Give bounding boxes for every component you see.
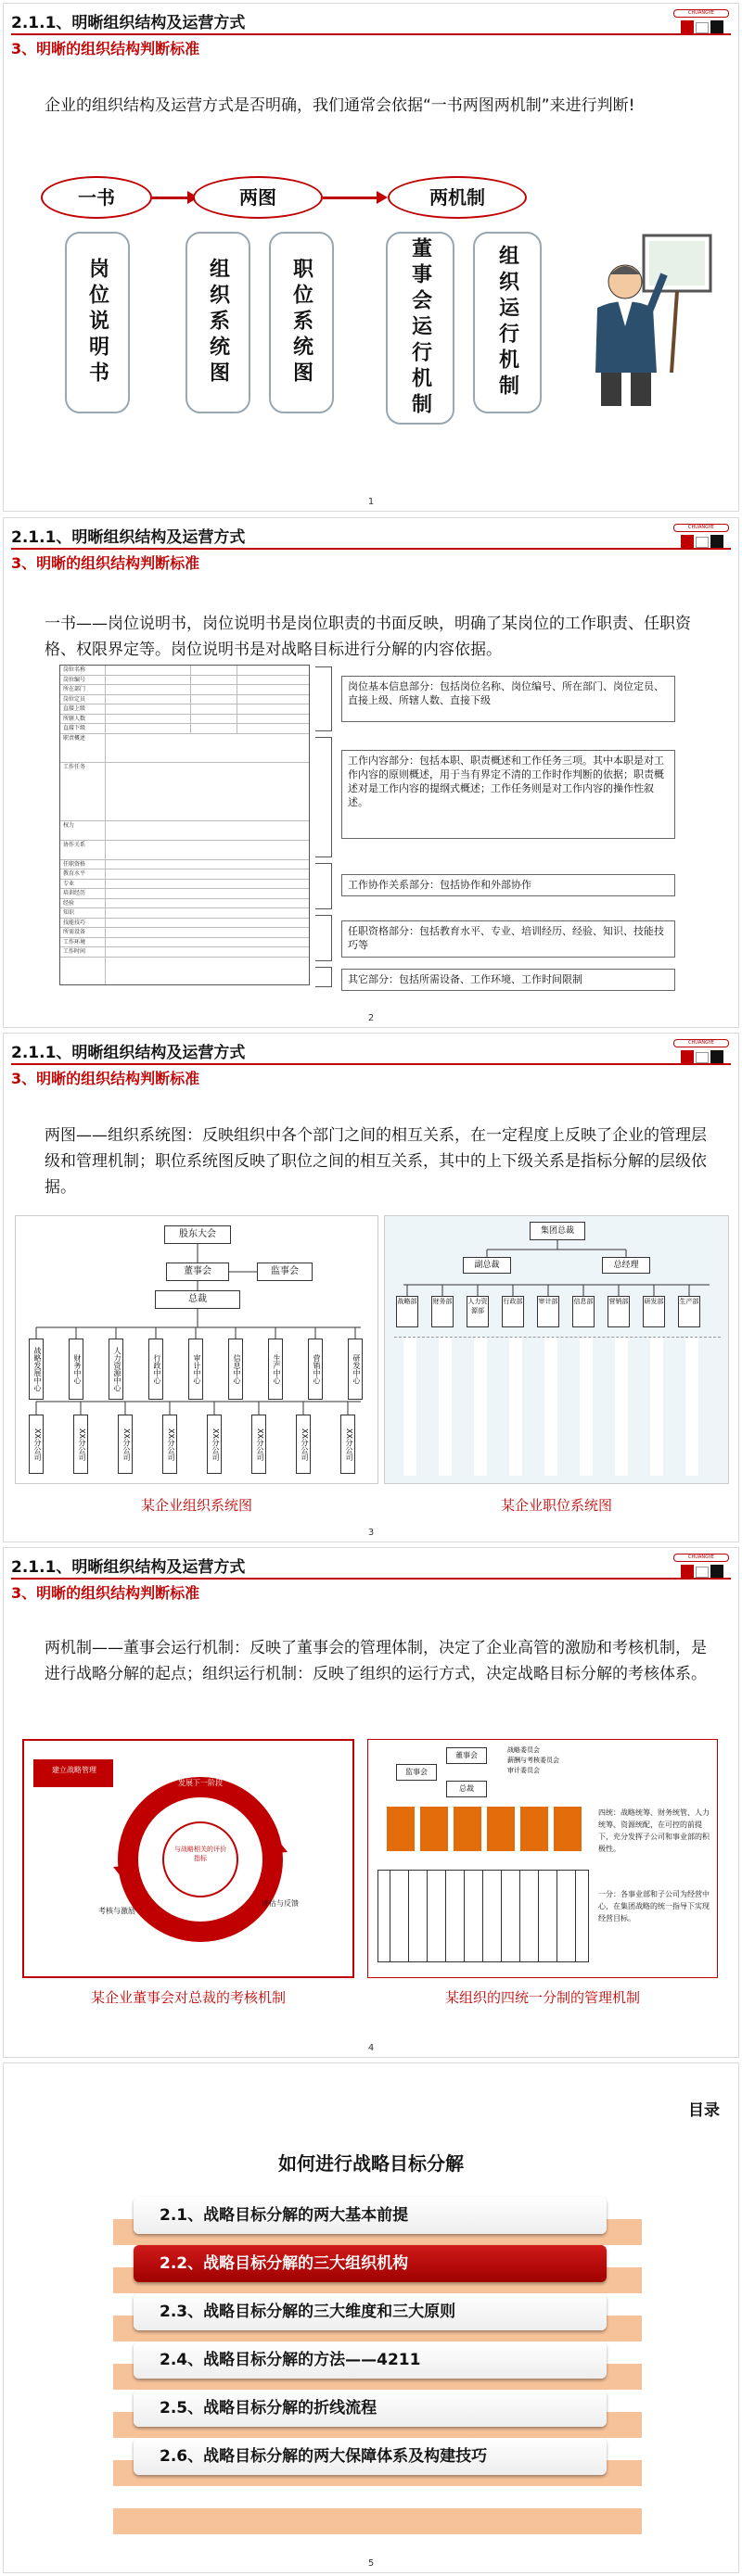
slide-2	[3, 517, 739, 1028]
form-field: 专业	[60, 880, 309, 890]
position-dept-node: 行政部	[502, 1296, 524, 1327]
position-dept-node: 生产部	[678, 1296, 700, 1327]
toc-corner-label: 目录	[688, 2101, 720, 2120]
callout-other: 其它部分：包括所需设备、工作环境、工作时间限制	[341, 969, 675, 991]
position-system-chart	[384, 1215, 729, 1484]
form-fields	[60, 666, 309, 958]
position-dept-node: 财务部	[431, 1296, 454, 1327]
page-number: 3	[367, 1528, 375, 1538]
orange-block	[487, 1807, 515, 1851]
form-field: 直接下级	[60, 724, 309, 734]
company-logo: CHUANGYE	[673, 9, 729, 33]
box-board-mechanism	[386, 232, 454, 425]
box-org-chart	[186, 232, 250, 413]
form-field: 教育水平	[60, 869, 309, 880]
oval-liangjizhi: 两机制	[388, 176, 527, 219]
form-field: 直接上级	[60, 704, 309, 715]
slide-5	[3, 2062, 739, 2573]
position-node: 副总裁	[463, 1257, 511, 1274]
box-position-chart	[269, 232, 334, 413]
intro-text: 一书——岗位说明书，岗位说明书是岗位职责的书面反映，明确了某岗位的工作职责、任职资格、权限界定等。岗位说明书是对战略目标进行分解的内容依据。	[45, 615, 691, 659]
org-sub-node: XX分公司	[29, 1415, 44, 1474]
page-number: 5	[367, 2558, 375, 2569]
callout-qualification: 任职资格部分：包括教育水平、专业、培训经历、经验、知识、技能技巧等	[341, 920, 675, 958]
org-node: 股东大会	[164, 1225, 231, 1244]
subsidiary-grid	[377, 1870, 589, 1962]
arrow-right-icon	[323, 197, 378, 199]
note-four-unified: 四统：战略统筹、财务统管、人力统筹、资源统配，在可控的前提下，充分发挥子公司和事业部的积极性。	[598, 1808, 710, 1853]
form-field: 权力	[60, 821, 309, 841]
form-field: 岗位编号	[60, 676, 309, 686]
slide-title: 2.1.1、明晰组织结构及运营方式	[11, 1044, 246, 1062]
committee-item: 薪酬与考核委员会	[507, 1757, 559, 1764]
arrow-right-icon	[152, 197, 189, 199]
toc-item-2-3[interactable]: 2.3、战略目标分解的三大维度和三大原则	[134, 2293, 607, 2330]
form-field: 培训经历	[60, 889, 309, 899]
org-dept-node: 战略发展中心	[29, 1339, 44, 1400]
intro-text: 两图——组织系统图：反映组织中各个部门之间的相互关系，在一定程度上反映了企业的管理层级和管理机制；职位系统图反映了职位之间的相互关系，其中的上下级关系是指标分解的层级依据。	[45, 1126, 707, 1197]
bracket-connector	[315, 863, 332, 909]
form-column-line	[105, 666, 106, 984]
board-node: 董事会	[446, 1747, 487, 1764]
toc-heading: 如何进行战略目标分解	[278, 2152, 464, 2175]
slide-title: 2.1.1、明晰组织结构及运营方式	[11, 14, 246, 32]
box-label: 职位系统图	[289, 258, 313, 387]
toc-item-2-2[interactable]: 2.2、战略目标分解的三大组织机构	[134, 2245, 607, 2282]
form-field: 知识	[60, 908, 309, 919]
toc-item-2-5[interactable]: 2.5、战略目标分解的折线流程	[134, 2390, 607, 2427]
management-mechanism-diagram	[367, 1739, 718, 1978]
title-divider	[11, 33, 731, 35]
orange-block	[387, 1807, 415, 1851]
orange-block	[520, 1807, 548, 1851]
cycle-label: 评估与反馈	[262, 1899, 299, 1908]
org-sub-node: XX分公司	[118, 1415, 133, 1474]
cycle-label: 考核与激励	[98, 1907, 135, 1915]
bracket-connector	[315, 666, 332, 731]
title-divider	[11, 1578, 731, 1580]
org-node: 监事会	[257, 1263, 313, 1281]
form-field: 所需设备	[60, 928, 309, 938]
org-sub-node: XX分公司	[207, 1415, 222, 1474]
toc-item-2-6[interactable]: 2.6、战略目标分解的两大保障体系及构建技巧	[134, 2438, 607, 2475]
company-logo: CHUANGYE	[673, 1039, 729, 1063]
box-label: 组织系统图	[206, 258, 230, 387]
slide-3	[3, 1033, 739, 1542]
org-sub-node: XX分公司	[251, 1415, 266, 1474]
menu-band	[113, 2508, 642, 2534]
org-dept-node: 审计中心	[188, 1339, 203, 1400]
page-number: 4	[367, 2043, 375, 2053]
form-field: 工作时间	[60, 947, 309, 958]
callout-collaboration: 工作协作关系部分：包括协作和外部协作	[341, 874, 675, 896]
form-field: 岗位定员	[60, 695, 309, 705]
org-dept-node: 营销中心	[308, 1339, 323, 1400]
company-logo: CHUANGYE	[673, 524, 729, 548]
orange-block	[420, 1807, 448, 1851]
bracket-connector	[315, 915, 332, 961]
form-field: 岗位名称	[60, 666, 309, 676]
position-node: 总经理	[602, 1257, 650, 1274]
board-node: 监事会	[396, 1764, 437, 1781]
section-subtitle: 3、明晰的组织结构判断标准	[11, 1584, 200, 1602]
form-field: 任职资格	[60, 860, 309, 870]
org-dept-node: 生产中心	[268, 1339, 283, 1400]
org-node: 董事会	[166, 1263, 229, 1281]
position-dept-node: 人力资源部	[467, 1296, 489, 1327]
intro-text: 企业的组织结构及运营方式是否明确，我们通常会依据“一书两图两机制”来进行判断!	[45, 96, 635, 115]
org-dept-node: 信息中心	[228, 1339, 243, 1400]
board-node: 总裁	[446, 1781, 487, 1797]
page-number: 1	[367, 497, 375, 507]
form-field: 协作关系	[60, 841, 309, 860]
caption-org-chart: 某企业组织系统图	[140, 1497, 252, 1514]
cycle-label: 与战略相关的评价指标	[174, 1846, 226, 1862]
org-dept-node: 财务中心	[69, 1339, 83, 1400]
position-node: 集团总裁	[530, 1222, 585, 1240]
slide-1	[3, 3, 739, 512]
cycle-label: 建立战略管理	[52, 1766, 96, 1774]
title-divider	[11, 548, 731, 550]
committee-item: 战略委员会	[507, 1746, 540, 1754]
toc-item-2-4[interactable]: 2.4、战略目标分解的方法——4211	[134, 2341, 607, 2379]
form-field: 工作环境	[60, 938, 309, 948]
company-logo: CHUANGYE	[673, 1554, 729, 1578]
form-field: 所辖人数	[60, 715, 309, 725]
org-system-chart	[15, 1215, 378, 1484]
position-dept-node: 审计部	[537, 1296, 559, 1327]
section-subtitle: 3、明晰的组织结构判断标准	[11, 1070, 200, 1087]
org-sub-node: XX分公司	[73, 1415, 88, 1474]
caption-management-mechanism: 某组织的四统一分制的管理机制	[444, 1989, 640, 2006]
form-field: 工作任务	[60, 763, 309, 821]
section-subtitle: 3、明晰的组织结构判断标准	[11, 40, 200, 57]
bracket-connector	[315, 967, 332, 987]
form-field: 技能技巧	[60, 919, 309, 929]
callout-work-content: 工作内容部分：包括本职、职责概述和工作任务三项。其中本职是对工作内容的原则概述，用于当有界定不清的工作时作判断的依据；职责概述对是工作内容的提纲式概述；工作任务则是对工作内容的操作性叙述。	[341, 750, 675, 839]
box-label: 组织运行机制	[495, 245, 519, 400]
caption-board-mechanism: 某企业董事会对总裁的考核机制	[90, 1989, 286, 2006]
slide-4	[3, 1547, 739, 2058]
org-sub-node: XX分公司	[340, 1415, 355, 1474]
board-assessment-diagram	[22, 1739, 354, 1978]
box-job-description	[65, 232, 130, 413]
slide-title: 2.1.1、明晰组织结构及运营方式	[11, 528, 246, 547]
cycle-label: 发展下一阶段	[178, 1779, 223, 1787]
bracket-connector	[315, 737, 332, 857]
section-subtitle: 3、明晰的组织结构判断标准	[11, 554, 200, 572]
org-node: 总裁	[155, 1290, 240, 1309]
org-dept-node: 人力资源中心	[109, 1339, 123, 1400]
slide-title: 2.1.1、明晰组织结构及运营方式	[11, 1558, 246, 1577]
page-number: 2	[367, 1013, 375, 1023]
teacher-illustration-icon	[560, 234, 718, 410]
box-label: 岗位说明书	[85, 258, 109, 387]
position-dept-node: 研发部	[643, 1296, 665, 1327]
committee-list	[507, 1745, 580, 1776]
org-sub-node: XX分公司	[162, 1415, 177, 1474]
form-field: 经验	[60, 899, 309, 909]
org-dept-node: 行政中心	[148, 1339, 163, 1400]
oval-liangtu: 两图	[193, 176, 323, 219]
intro-text: 两机制——董事会运行机制：反映了董事会的管理体制，决定了企业高管的激励和考核机制，是进行战略分解的起点；组织运行机制：反映了组织的运行方式，决定战略目标分解的考核体系。	[45, 1639, 707, 1683]
form-column-line	[190, 666, 191, 734]
form-field: 所在部门	[60, 685, 309, 695]
position-dept-node: 营销部	[608, 1296, 630, 1327]
org-sub-node: XX分公司	[296, 1415, 311, 1474]
box-org-mechanism	[473, 232, 542, 413]
position-dept-node: 战略部	[396, 1296, 418, 1327]
org-dept-node: 研发中心	[348, 1339, 363, 1400]
orange-block	[454, 1807, 481, 1851]
committee-item: 审计委员会	[507, 1767, 540, 1774]
job-description-form	[59, 665, 310, 985]
form-field: 职责概述	[60, 734, 309, 763]
box-label: 董事会运行机制	[408, 237, 432, 419]
position-sub-grid	[394, 1337, 721, 1476]
toc-item-2-1[interactable]: 2.1、战略目标分解的两大基本前提	[134, 2197, 607, 2234]
position-dept-node: 信息部	[572, 1296, 595, 1327]
note-one-divided: 一分：各事业部和子公司为经营中心，在集团战略的统一指导下实现经营目标。	[598, 1890, 710, 1922]
oval-yishu: 一书	[41, 176, 152, 219]
orange-block	[554, 1807, 582, 1851]
title-divider	[11, 1063, 731, 1065]
caption-position-chart: 某企业职位系统图	[500, 1497, 612, 1514]
callout-basic-info: 岗位基本信息部分：包括岗位名称、岗位编号、所在部门、岗位定员、直接上级、所辖人数、直接下级	[341, 676, 675, 722]
